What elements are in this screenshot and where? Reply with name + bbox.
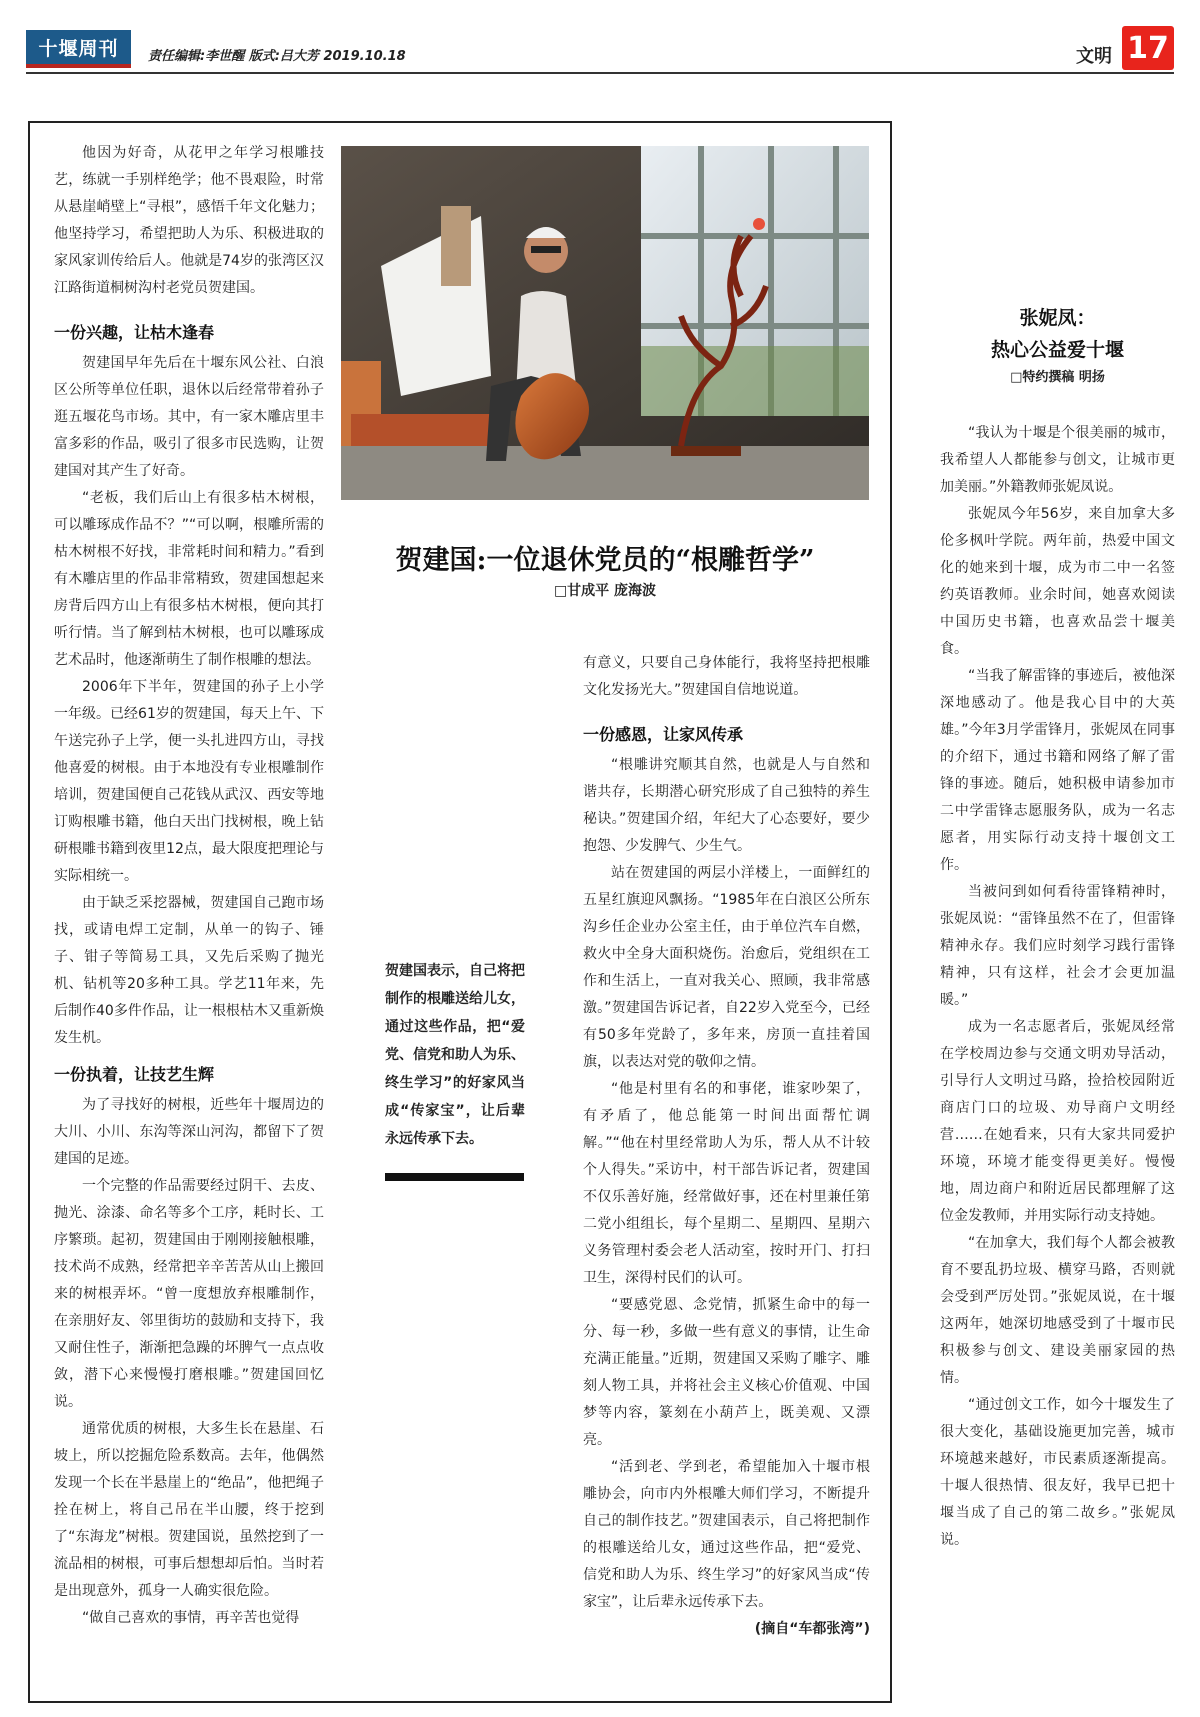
paragraph: 由于缺乏采挖器械，贺建国自己跑市场找，或请电焊工定制，从单一的钩子、锤子、钳子等简易工具，又先后采购了抛光机、钻机等20多种工具。学艺11年来，先后制作40多件作品，让一根根枯木又重新焕发生机。: [54, 895, 324, 1046]
article-title: 贺建国:一位退休党员的“根雕哲学”: [395, 545, 815, 576]
article-column-center: [583, 650, 870, 1643]
sidebar-byline: □特约撰稿 明扬: [1010, 370, 1105, 385]
paragraph: 贺建国早年先后在十堰东风公社、白浪区公所等单位任职，退休以后经常带着孙子逛五堰花鸟市场。其中，有一家木雕店里丰富多彩的作品，吸引了很多市民选购，让贺建国对其产生了好奇。: [54, 355, 324, 479]
sidebar-paragraph: “通过创文工作，如今十堰发生了很大变化，基础设施更加完善，城市环境越来越好，市民素质逐渐提高。十堰人很热情、很友好，我早已把十堰当成了自己的第二故乡。”张妮凤说。: [940, 1397, 1175, 1548]
paragraph: “做自己喜欢的事情，再辛苦也觉得: [82, 1610, 300, 1626]
paragraph: “他是村里有名的和事佬，谁家吵架了，有矛盾了，他总能第一时间出面帮忙调解。”“他在村里经常助人为乐，帮人从不计较个人得失。”采访中，村干部告诉记者，贺建国不仅乐善好施，经常做好事，还在村里兼任第二党小组组长，每个星期二、星期四、星期六义务管理村委会老人活动室，按时开门、打扫卫生，深得村民们的认可。: [583, 1081, 870, 1286]
section-name: 文明: [1076, 46, 1112, 67]
pull-quote-bar: [385, 1173, 524, 1181]
sidebar-paragraph: 张妮凤今年56岁，来自加拿大多伦多枫叶学院。两年前，热爱中国文化的她来到十堰，成为市二中一名签约英语教师。业余时间，她喜欢阅读中国历史书籍，也喜欢品尝十堰美食。: [940, 506, 1175, 657]
section-heading: 一份感恩，让家风传承: [583, 725, 744, 744]
sidebar-title-line1: 张妮凤：: [1019, 307, 1096, 329]
sidebar-body: [940, 420, 1175, 1554]
article-photo: [341, 146, 869, 500]
page-number: 17: [1122, 26, 1174, 70]
pull-quote: 贺建国表示，自己将把制作的根雕送给儿女，通过这些作品，把“爱党、信党和助人为乐、终生学习”的好家风当成“传家宝”，让后辈永远传承下去。: [385, 963, 525, 1147]
header-rule: [26, 72, 1174, 74]
paragraph: “要感党恩、念党情，抓紧生命中的每一分、每一秒，多做一些有意义的事情，让生命充满正能量。”近期，贺建国又采购了雕字、雕刻人物工具，并将社会主义核心价值观、中国梦等内容，篆刻在小葫芦上，既美观、又漂亮。: [583, 1297, 870, 1448]
sidebar-paragraph: 当被问到如何看待雷锋精神时，张妮凤说：“雷锋虽然不在了，但雷锋精神永存。我们应时刻学习践行雷锋精神，只有这样，社会才会更加温暖。”: [940, 884, 1175, 1008]
sidebar-paragraph: “当我了解雷锋的事迹后，被他深深地感动了。他是我心目中的大英雄。”今年3月学雷锋月，张妮凤在同事的介绍下，通过书籍和网络了解了雷锋的事迹。随后，她积极申请参加市二中学雷锋志愿服务队，成为一名志愿者，用实际行动支持十堰创文工作。: [940, 668, 1175, 873]
article-byline: □甘成平 庞海波: [553, 583, 657, 599]
section-heading: 一份兴趣，让枯木逢春: [54, 323, 215, 342]
article-column-left: [54, 140, 324, 1632]
sidebar-paragraph: 成为一名志愿者后，张妮凤经常在学校周边参与交通文明劝导活动，引导行人文明过马路，捡拾校园附近商店门口的垃圾、劝导商户文明经营……在她看来，只有大家共同爱护环境，环境才能变得更美好。慢慢地，周边商户和附近居民都理解了这位金发教师，并用实际行动支持她。: [940, 1019, 1175, 1224]
newspaper-logo: 十堰周刊: [26, 30, 131, 68]
masthead: [26, 30, 1174, 74]
paragraph: “老板，我们后山上有很多枯木树根，可以雕琢成作品不？”“可以啊，根雕所需的枯木树根不好找，非常耗时间和精力。”看到有木雕店里的作品非常精致，贺建国想起来房背后四方山上有很多枯木树根，便向其打听行情。当了解到枯木树根，也可以雕琢成艺术品时，他逐渐萌生了制作根雕的想法。: [54, 490, 324, 668]
paragraph: “根雕讲究顺其自然，也就是人与自然和谐共存，长期潜心研究形成了自己独特的养生秘诀。”贺建国介绍，年纪大了心态要好，要少抱怨、少发脾气、少生气。: [583, 757, 870, 854]
section-heading: 一份执着，让技艺生辉: [54, 1065, 215, 1084]
paragraph: 通常优质的树根，大多生长在悬崖、石坡上，所以挖掘危险系数高。去年，他偶然发现一个长在半悬崖上的“绝品”，他把绳子拴在树上，将自己吊在半山腰，终于挖到了“东海龙”树根。贺建国说，虽然挖到了一流品相的树根，可事后想想却后怕。当时若是出现意外，孤身一人确实很危险。: [54, 1421, 324, 1599]
source-note-line: [583, 1616, 870, 1643]
source-note: (摘自“车都张湾”): [754, 1621, 870, 1637]
paragraph: 为了寻找好的树根，近些年十堰周边的大川、小川、东沟等深山河沟，都留下了贺建国的足迹。: [54, 1097, 324, 1167]
paragraph: “活到老、学到老，希望能加入十堰市根雕协会，向市内外根雕大师们学习，不断提升自己的制作技艺。”贺建国表示，自己将把制作的根雕送给儿女，通过这些作品，把“爱党、信党和助人为乐、终生学习”的好家风当成“传家宝”，让后辈永远传承下去。: [583, 1459, 870, 1610]
sidebar-paragraph: “我认为十堰是个很美丽的城市，我希望人人都能参与创文，让城市更加美丽。”外籍教师张妮凤说。: [940, 425, 1175, 495]
sidebar-title-line2: 热心公益爱十堰: [990, 339, 1124, 361]
paragraph: 他因为好奇，从花甲之年学习根雕技艺，练就一手别样绝学；他不畏艰险，时常从悬崖峭壁上“寻根”，感悟千年文化魅力；他坚持学习，希望把助人为乐、积极进取的家风家训传给后人。他就是74岁的张湾区汉江路街道桐树沟村老党员贺建国。: [54, 145, 324, 296]
paragraph: 一个完整的作品需要经过阴干、去皮、抛光、涂漆、命名等多个工序，耗时长、工序繁琐。起初，贺建国由于刚刚接触根雕，技术尚不成熟，经常把辛辛苦苦从山上搬回来的树根弄坏。“曾一度想放弃根雕制作，在亲朋好友、邻里街坊的鼓励和支持下，我又耐住性子，渐渐把急躁的坏脾气一点点收敛，潜下心来慢慢打磨根雕。”贺建国回忆说。: [54, 1178, 324, 1410]
sidebar-paragraph: “在加拿大，我们每个人都会被教育不要乱扔垃圾、横穿马路，否则就会受到严厉处罚。”张妮凤说，在十堰这两年，她深切地感受到了十堰市民积极参与创文、建设美丽家园的热情。: [940, 1235, 1175, 1386]
sidebar-title: [940, 302, 1175, 366]
editor-line: 责任编辑:李世醒 版式:吕大芳 2019.10.18: [148, 49, 406, 64]
paragraph: 有意义，只要自己身体能行，我将坚持把根雕文化发扬光大。”贺建国自信地说道。: [583, 655, 870, 698]
paragraph: 2006年下半年，贺建国的孙子上小学一年级。已经61岁的贺建国，每天上午、下午送完孙子上学，便一头扎进四方山，寻找他喜爱的树根。由于本地没有专业根雕制作培训，贺建国便自己花钱从武汉、西安等地订购根雕书籍，他白天出门找树根，晚上钻研根雕书籍到夜里12点，最大限度把理论与实际相统一。: [54, 679, 324, 884]
photo-illustration: [341, 146, 869, 500]
paragraph: 站在贺建国的两层小洋楼上，一面鲜红的五星红旗迎风飘扬。“1985年在白浪区公所东沟乡任企业办公室主任，由于单位汽车自燃，救火中全身大面积烧伤。治愈后，党组织在工作和生活上，一直对我关心、照顾，我非常感激。”贺建国告诉记者，自22岁入党至今，已经有50多年党龄了，多年来，房顶一直挂着国旗，以表达对党的敬仰之情。: [583, 865, 870, 1070]
